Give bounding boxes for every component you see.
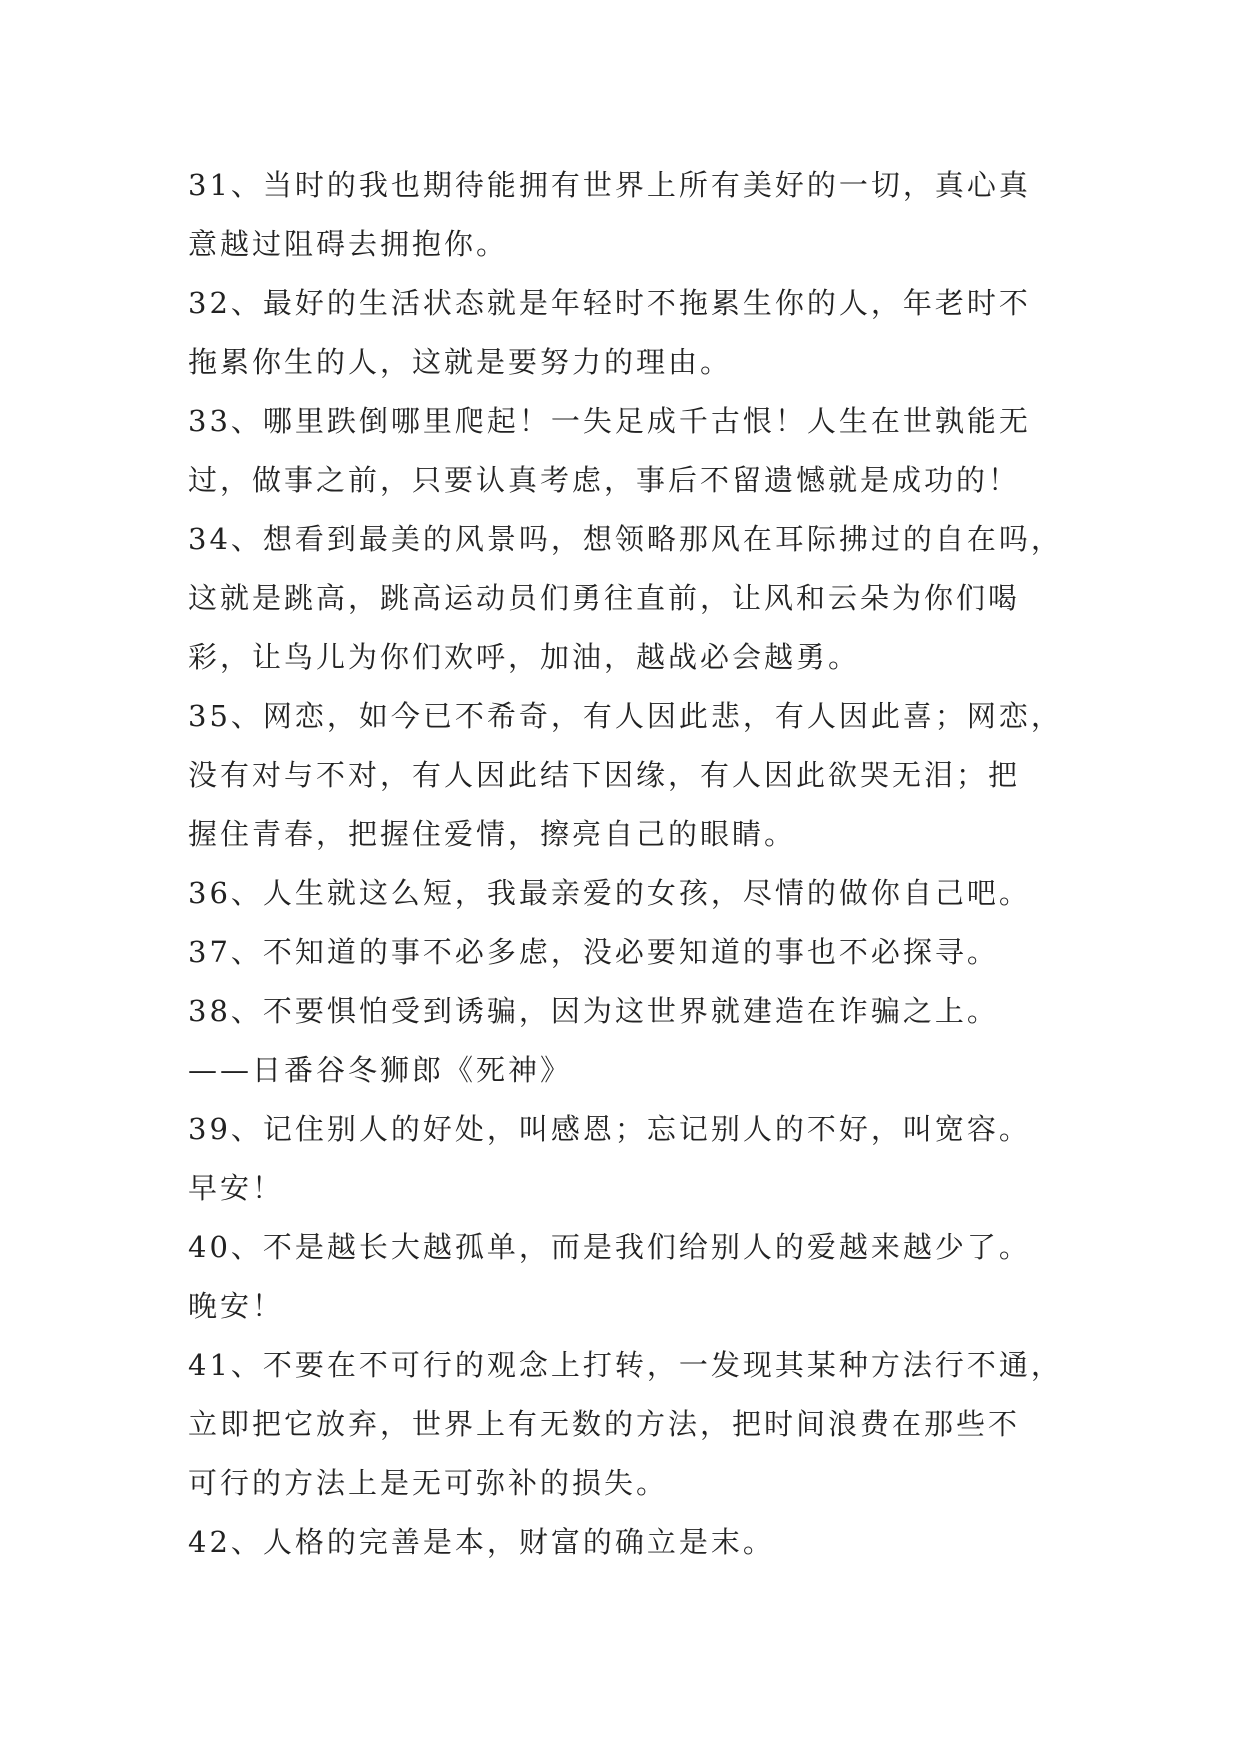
text-line-24: 42、人格的完善是本，财富的确立是末。 xyxy=(188,1525,775,1559)
text-line-8: 这就是跳高，跳高运动员们勇往直前，让风和云朵为你们喝 xyxy=(188,581,1021,615)
text-line-2: 意越过阻碍去拥抱你。 xyxy=(188,227,509,261)
text-line-17: 39、记住别人的好处，叫感恩；忘记别人的不好，叫宽容。 xyxy=(188,1112,1031,1146)
text-line-21: 41、不要在不可行的观念上打转，一发现其某种方法行不通， xyxy=(188,1348,1063,1382)
text-line-9: 彩，让鸟儿为你们欢呼，加油，越战必会越勇。 xyxy=(188,640,861,674)
text-line-7: 34、想看到最美的风景吗，想领略那风在耳际拂过的自在吗， xyxy=(188,522,1063,556)
text-line-6: 过，做事之前，只要认真考虑，事后不留遗憾就是成功的！ xyxy=(188,463,1021,497)
text-line-1: 31、当时的我也期待能拥有世界上所有美好的一切，真心真 xyxy=(188,168,1031,202)
text-line-5: 33、哪里跌倒哪里爬起！一失足成千古恨！人生在世孰能无 xyxy=(188,404,1031,438)
text-line-11: 没有对与不对，有人因此结下因缘，有人因此欲哭无泪；把 xyxy=(188,758,1021,792)
text-line-22: 立即把它放弃，世界上有无数的方法，把时间浪费在那些不 xyxy=(188,1407,1021,1441)
text-line-13: 36、人生就这么短，我最亲爱的女孩，尽情的做你自己吧。 xyxy=(188,876,1031,910)
text-line-19: 40、不是越长大越孤单，而是我们给别人的爱越来越少了。 xyxy=(188,1230,1031,1264)
text-line-20: 晚安！ xyxy=(188,1289,285,1323)
text-line-15: 38、不要惧怕受到诱骗，因为这世界就建造在诈骗之上。 xyxy=(188,994,999,1028)
text-line-12: 握住青春，把握住爱情，擦亮自己的眼睛。 xyxy=(188,817,797,851)
text-line-23: 可行的方法上是无可弥补的损失。 xyxy=(188,1466,669,1500)
text-line-14: 37、不知道的事不必多虑，没必要知道的事也不必探寻。 xyxy=(188,935,999,969)
text-line-18: 早安！ xyxy=(188,1171,285,1205)
document-body xyxy=(188,156,1068,1572)
text-line-4: 拖累你生的人，这就是要努力的理由。 xyxy=(188,345,733,379)
text-line-16: ——日番谷冬狮郎《死神》 xyxy=(188,1053,573,1087)
text-line-10: 35、网恋，如今已不希奇，有人因此悲，有人因此喜；网恋， xyxy=(188,699,1063,733)
text-line-3: 32、最好的生活状态就是年轻时不拖累生你的人，年老时不 xyxy=(188,286,1031,320)
